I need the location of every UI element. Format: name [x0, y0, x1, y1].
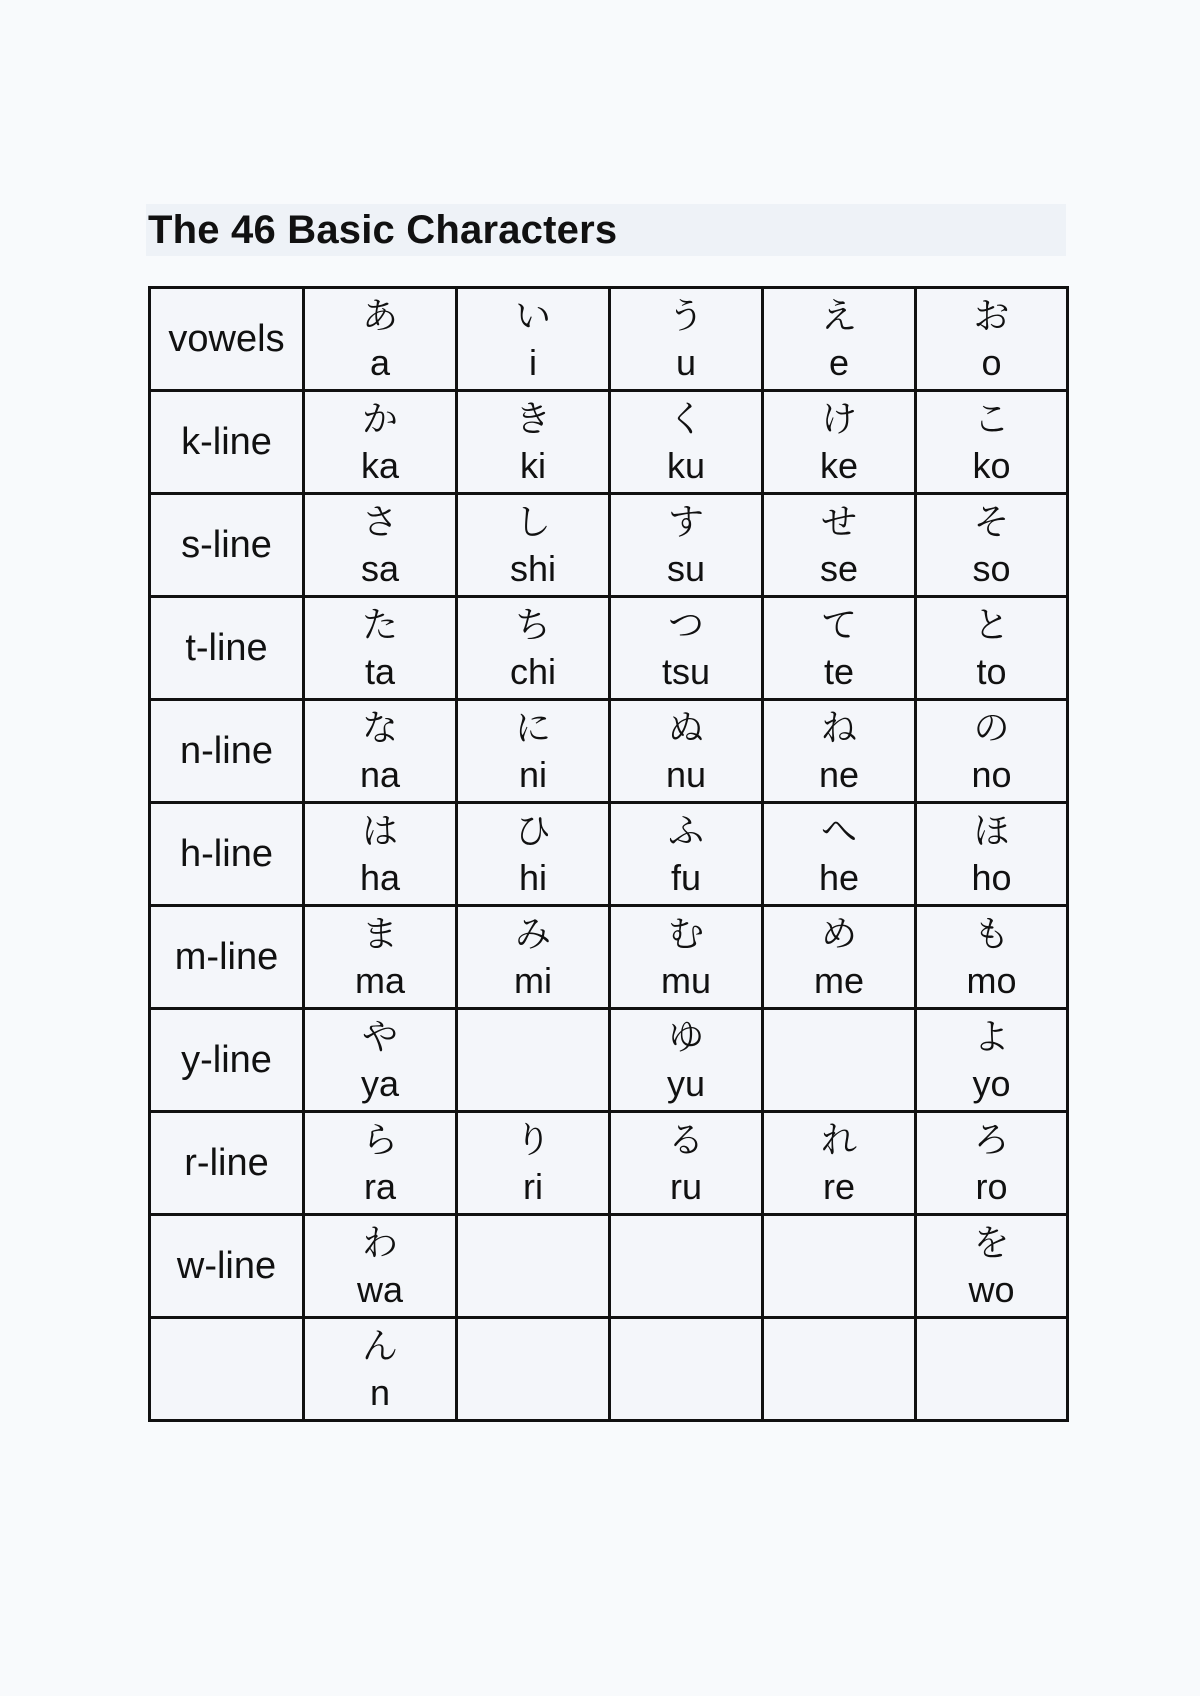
romaji-reading: tsu: [661, 651, 711, 692]
romaji-reading: wo: [968, 1269, 1015, 1310]
kana-glyph: ひ: [514, 811, 551, 852]
kana-cell: [763, 597, 916, 700]
kana-glyph: も: [973, 914, 1010, 955]
kana-glyph: こ: [973, 399, 1010, 440]
kana-cell: [457, 700, 610, 803]
kana-cell: [304, 1112, 457, 1215]
romaji-reading: ku: [666, 445, 706, 486]
kana-glyph: や: [361, 1017, 398, 1058]
romaji-reading: ta: [364, 651, 396, 692]
row-label: w-line: [150, 1215, 304, 1318]
kana-cell: [610, 288, 763, 391]
hiragana-table: [148, 286, 1069, 1422]
row-label: s-line: [150, 494, 304, 597]
kana-glyph: さ: [361, 502, 398, 543]
row-label: r-line: [150, 1112, 304, 1215]
kana-cell: [610, 803, 763, 906]
kana-glyph: つ: [667, 605, 704, 646]
romaji-reading: ke: [819, 445, 859, 486]
romaji-reading: shi: [509, 548, 557, 589]
romaji-reading: ki: [520, 445, 546, 486]
kana-cell: [763, 391, 916, 494]
kana-cell: [610, 597, 763, 700]
kana-glyph: む: [667, 914, 704, 955]
romaji-reading: ha: [359, 857, 401, 898]
kana-glyph: ね: [820, 708, 857, 749]
kana-cell: [457, 906, 610, 1009]
romaji-reading: mo: [966, 960, 1017, 1001]
kana-glyph: わ: [361, 1223, 398, 1264]
romaji-reading: ra: [363, 1166, 396, 1207]
kana-glyph: め: [820, 914, 857, 955]
kana-cell: [763, 803, 916, 906]
kana-glyph: い: [514, 296, 551, 337]
table-row: [150, 906, 1068, 1009]
kana-glyph: る: [667, 1120, 704, 1161]
kana-glyph: け: [820, 399, 857, 440]
kana-cell: [457, 494, 610, 597]
kana-glyph: ほ: [973, 811, 1010, 852]
kana-glyph: の: [973, 708, 1010, 749]
kana-cell: [763, 1215, 916, 1318]
kana-cell: [916, 1215, 1068, 1318]
kana-glyph: き: [514, 399, 551, 440]
kana-cell: [457, 803, 610, 906]
kana-cell: [610, 494, 763, 597]
row-label: h-line: [150, 803, 304, 906]
kana-cell: [304, 288, 457, 391]
kana-cell: [457, 1318, 610, 1421]
kana-glyph: り: [514, 1120, 551, 1161]
kana-glyph: を: [973, 1223, 1010, 1264]
kana-glyph: く: [667, 399, 704, 440]
kana-cell: [763, 1009, 916, 1112]
romaji-reading: no: [971, 754, 1012, 795]
romaji-reading: wa: [356, 1269, 404, 1310]
kana-glyph: に: [514, 708, 551, 749]
kana-cell: [304, 700, 457, 803]
kana-cell: [763, 1112, 916, 1215]
row-label: y-line: [150, 1009, 304, 1112]
kana-cell: [457, 1215, 610, 1318]
kana-glyph: ゆ: [667, 1017, 704, 1058]
kana-cell: [763, 700, 916, 803]
kana-cell: [916, 1318, 1068, 1421]
kana-glyph: ふ: [667, 811, 704, 852]
romaji-reading: ne: [818, 754, 860, 795]
kana-cell: [763, 288, 916, 391]
kana-glyph: そ: [973, 502, 1010, 543]
kana-glyph: は: [361, 811, 398, 852]
kana-glyph: し: [514, 502, 551, 543]
table-row: [150, 494, 1068, 597]
kana-glyph: せ: [820, 502, 857, 543]
page-title: The 46 Basic Characters: [148, 207, 618, 252]
romaji-reading: ka: [360, 445, 400, 486]
romaji-reading: to: [976, 651, 1007, 692]
table-row: [150, 1318, 1068, 1421]
kana-cell: [763, 906, 916, 1009]
kana-glyph: み: [514, 914, 551, 955]
kana-cell: [763, 494, 916, 597]
romaji-reading: ho: [971, 857, 1012, 898]
kana-glyph: よ: [973, 1017, 1010, 1058]
romaji-reading: so: [972, 548, 1011, 589]
kana-glyph: ら: [361, 1120, 398, 1161]
kana-glyph: え: [820, 296, 857, 337]
romaji-reading: su: [666, 548, 706, 589]
table-row: [150, 803, 1068, 906]
romaji-reading: ro: [975, 1166, 1008, 1207]
romaji-reading: u: [675, 342, 697, 383]
kana-cell: [304, 1215, 457, 1318]
romaji-reading: o: [981, 342, 1002, 383]
kana-cell: [304, 1318, 457, 1421]
row-label: t-line: [150, 597, 304, 700]
kana-glyph: な: [361, 708, 398, 749]
romaji-reading: yu: [666, 1063, 706, 1104]
table-row: [150, 288, 1068, 391]
row-label: [150, 1318, 304, 1421]
kana-cell: [457, 288, 610, 391]
kana-cell: [916, 288, 1068, 391]
romaji-reading: ni: [518, 754, 548, 795]
kana-cell: [610, 391, 763, 494]
romaji-reading: me: [813, 960, 864, 1001]
kana-glyph: と: [973, 605, 1010, 646]
romaji-reading: e: [828, 342, 850, 383]
kana-cell: [916, 1009, 1068, 1112]
table-row: [150, 1112, 1068, 1215]
table-row: [150, 391, 1068, 494]
row-label: m-line: [150, 906, 304, 1009]
hiragana-table-body: [150, 288, 1068, 1421]
romaji-reading: te: [823, 651, 855, 692]
table-row: [150, 700, 1068, 803]
kana-cell: [457, 1112, 610, 1215]
kana-cell: [610, 906, 763, 1009]
kana-glyph: へ: [820, 811, 857, 852]
table-row: [150, 597, 1068, 700]
title-bar: [146, 204, 1066, 256]
kana-cell: [763, 1318, 916, 1421]
romaji-reading: mi: [514, 960, 552, 1001]
kana-cell: [610, 1112, 763, 1215]
kana-cell: [304, 1009, 457, 1112]
romaji-reading: re: [822, 1166, 855, 1207]
romaji-reading: fu: [670, 857, 702, 898]
romaji-reading: hi: [518, 857, 548, 898]
table-row: [150, 1215, 1068, 1318]
kana-glyph: ぬ: [667, 708, 704, 749]
romaji-reading: se: [819, 548, 859, 589]
kana-glyph: ん: [361, 1326, 398, 1367]
romaji-reading: he: [818, 857, 860, 898]
kana-cell: [304, 906, 457, 1009]
kana-glyph: う: [667, 296, 704, 337]
romaji-reading: chi: [509, 651, 557, 692]
romaji-reading: ri: [523, 1166, 543, 1207]
kana-cell: [610, 1009, 763, 1112]
romaji-reading: i: [529, 342, 537, 383]
kana-glyph: あ: [361, 296, 398, 337]
kana-cell: [610, 1318, 763, 1421]
kana-glyph: ま: [361, 914, 398, 955]
kana-cell: [457, 391, 610, 494]
kana-cell: [610, 700, 763, 803]
kana-cell: [916, 906, 1068, 1009]
romaji-reading: nu: [665, 754, 707, 795]
kana-cell: [304, 494, 457, 597]
kana-cell: [457, 1009, 610, 1112]
kana-cell: [304, 391, 457, 494]
romaji-reading: ma: [354, 960, 405, 1001]
romaji-reading: mu: [660, 960, 711, 1001]
kana-cell: [457, 597, 610, 700]
table-row: [150, 1009, 1068, 1112]
romaji-reading: a: [369, 342, 391, 383]
kana-cell: [610, 1215, 763, 1318]
kana-glyph: れ: [820, 1120, 857, 1161]
kana-cell: [304, 597, 457, 700]
row-label: k-line: [150, 391, 304, 494]
row-label: vowels: [150, 288, 304, 391]
romaji-reading: na: [359, 754, 401, 795]
kana-cell: [916, 391, 1068, 494]
kana-cell: [916, 803, 1068, 906]
romaji-reading: ko: [972, 445, 1011, 486]
kana-cell: [916, 1112, 1068, 1215]
kana-cell: [916, 700, 1068, 803]
romaji-reading: ru: [669, 1166, 702, 1207]
kana-cell: [916, 597, 1068, 700]
romaji-reading: n: [369, 1372, 391, 1413]
kana-glyph: ち: [514, 605, 551, 646]
kana-cell: [304, 803, 457, 906]
kana-cell: [916, 494, 1068, 597]
kana-glyph: か: [361, 399, 398, 440]
romaji-reading: sa: [360, 548, 400, 589]
kana-glyph: お: [973, 296, 1010, 337]
romaji-reading: yo: [972, 1063, 1011, 1104]
row-label: n-line: [150, 700, 304, 803]
romaji-reading: ya: [360, 1063, 400, 1104]
kana-glyph: て: [820, 605, 857, 646]
kana-glyph: す: [667, 502, 704, 543]
kana-glyph: ろ: [973, 1120, 1010, 1161]
kana-glyph: た: [361, 605, 398, 646]
